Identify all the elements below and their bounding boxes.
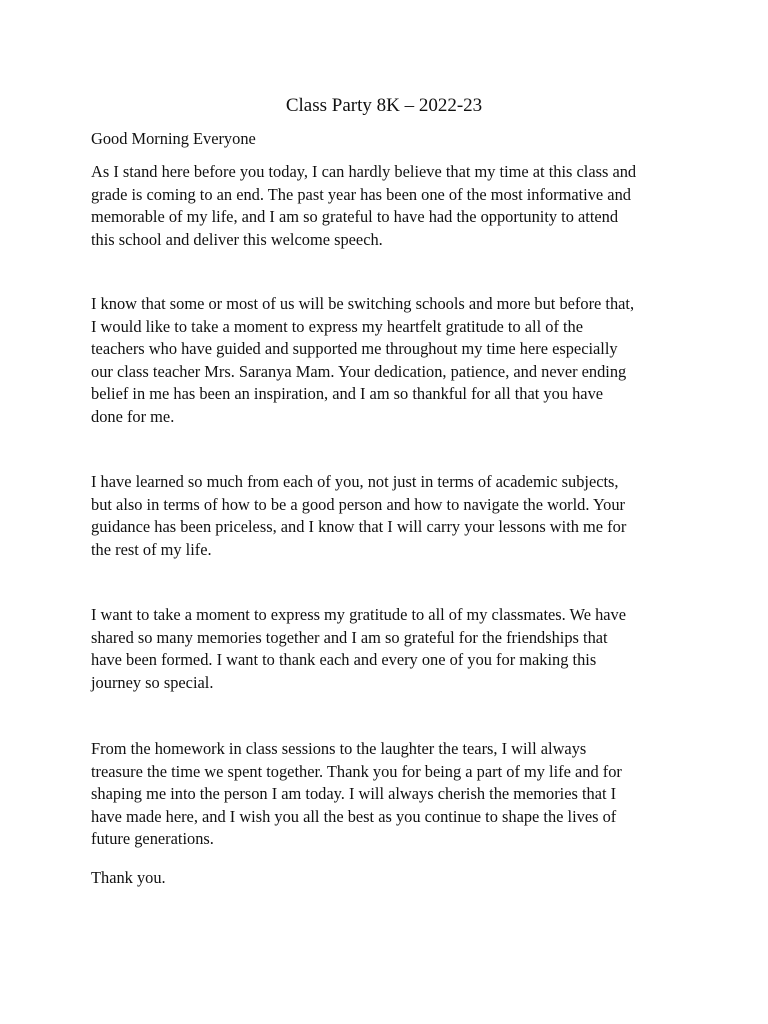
paragraph-line: grade is coming to an end. The past year has been one of the most informative and bbox=[91, 184, 631, 204]
paragraph-line: shaping me into the person I am today. I will always cherish the memories that I bbox=[91, 784, 617, 803]
paragraph-line: have made here, and I wish you all the best as you continue to shape the lives of bbox=[91, 806, 617, 826]
paragraph-line: memorable of my life, and I am so grateful to have had the opportunity to attend bbox=[91, 207, 619, 226]
document-title: Class Party 8K – 2022-23 bbox=[285, 95, 483, 116]
greeting: Good Morning Everyone bbox=[91, 129, 256, 148]
paragraph-5 bbox=[91, 738, 676, 851]
paragraph-line: guidance has been priceless, and I know that I will carry your lessons with me for bbox=[91, 517, 627, 536]
paragraph-1 bbox=[91, 161, 676, 251]
paragraph-line: journey so special. bbox=[91, 672, 214, 692]
paragraph-line: our class teacher Mrs. Saranya Mam. Your dedication, patience, and never ending bbox=[91, 361, 627, 381]
paragraph-line: teachers who have guided and supported me throughout my time here especially bbox=[91, 339, 618, 358]
paragraph-line: but also in terms of how to be a good person and how to navigate the world. Your bbox=[91, 494, 625, 514]
closing: Thank you. bbox=[91, 868, 166, 887]
paragraph-line: done for me. bbox=[91, 406, 175, 426]
paragraph-line: I have learned so much from each of you, not just in terms of academic subjects, bbox=[91, 472, 619, 491]
paragraph-line: future generations. bbox=[91, 829, 214, 848]
paragraph-line: As I stand here before you today, I can hardly believe that my time at this class and bbox=[91, 162, 637, 181]
paragraph-line: belief in me has been an inspiration, and I am so thankful for all that you have bbox=[91, 384, 604, 403]
paragraph-3 bbox=[91, 471, 676, 561]
paragraph-2 bbox=[91, 293, 676, 428]
paragraph-line: this school and deliver this welcome speech. bbox=[91, 229, 383, 249]
paragraph-4 bbox=[91, 604, 676, 694]
paragraph-line: shared so many memories together and I am so grateful for the friendships that bbox=[91, 627, 608, 647]
paragraph-line: From the homework in class sessions to the laughter the tears, I will always bbox=[91, 739, 587, 758]
paragraph-line: I know that some or most of us will be switching schools and more but before that, bbox=[91, 294, 635, 313]
paragraph-line: I would like to take a moment to express my heartfelt gratitude to all of the bbox=[91, 316, 584, 336]
paragraph-line: I want to take a moment to express my gratitude to all of my classmates. We have bbox=[91, 605, 627, 624]
paragraph-line: the rest of my life. bbox=[91, 539, 212, 559]
paragraph-line: treasure the time we spent together. Thank you for being a part of my life and for bbox=[91, 761, 622, 781]
paragraph-line: have been formed. I want to thank each and every one of you for making this bbox=[91, 650, 597, 669]
